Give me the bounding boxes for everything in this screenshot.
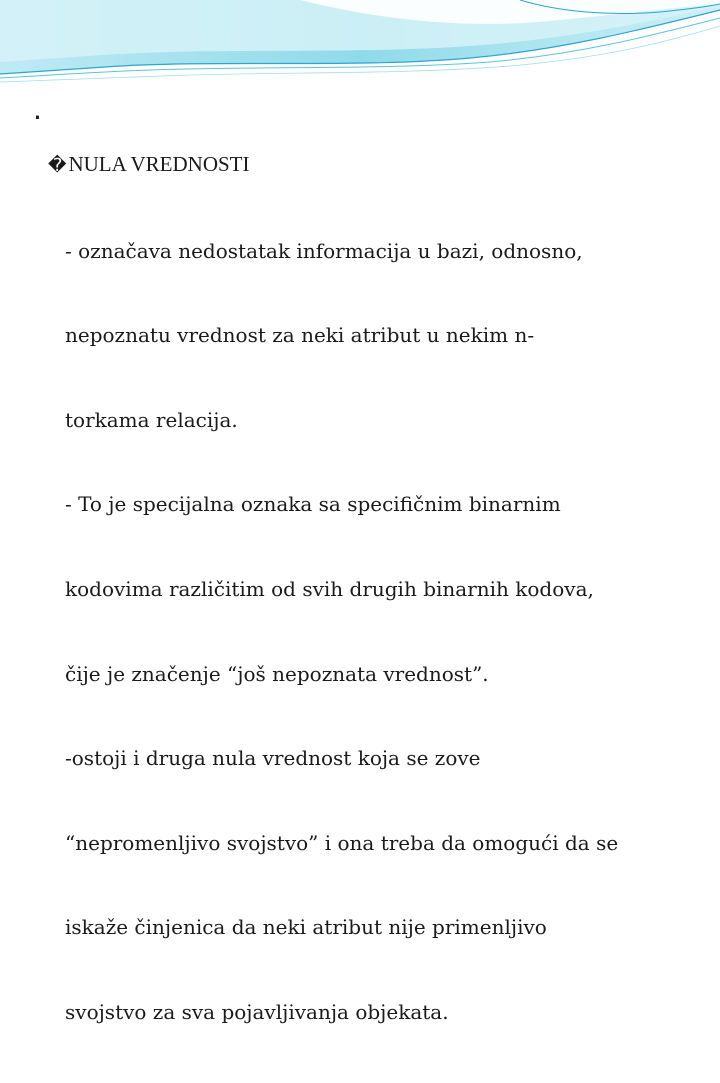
bullet-heading-line (48, 150, 696, 180)
body-line: “nepromenljivo svojstvo” i ona treba da omogući da se (65, 830, 619, 855)
body-line: kodovima različitim od svih drugih binarnih kodova, (65, 577, 594, 602)
body-line: svojstvo za sva pojavljivanja objekata. (65, 1000, 449, 1025)
body-line: nepoznatu vrednost za neki atribut u nekim n- (65, 323, 535, 348)
body-line: iskaže činjenica da neki atribut nije primenljivo (65, 915, 547, 940)
header-wave-graphic (0, 0, 720, 110)
body-line: čije je značenje “još nepoznata vrednost”. (65, 661, 489, 686)
bullet-body (48, 180, 696, 1083)
body-line: - To je specijalna oznaka sa specifičnim binarnim (65, 492, 561, 517)
slide-title-mark: . (33, 93, 42, 126)
bullet-heading: NULA VREDNOSTI (68, 152, 250, 176)
body-line: -ostoji i druga nula vrednost koja se zove (65, 746, 481, 771)
bullet-glyph-icon: � (48, 155, 67, 176)
body-line: torkama relacija. (65, 407, 238, 432)
slide-content (48, 150, 696, 1083)
body-line: - označava nedostatak informacija u bazi, odnosno, (65, 238, 583, 263)
